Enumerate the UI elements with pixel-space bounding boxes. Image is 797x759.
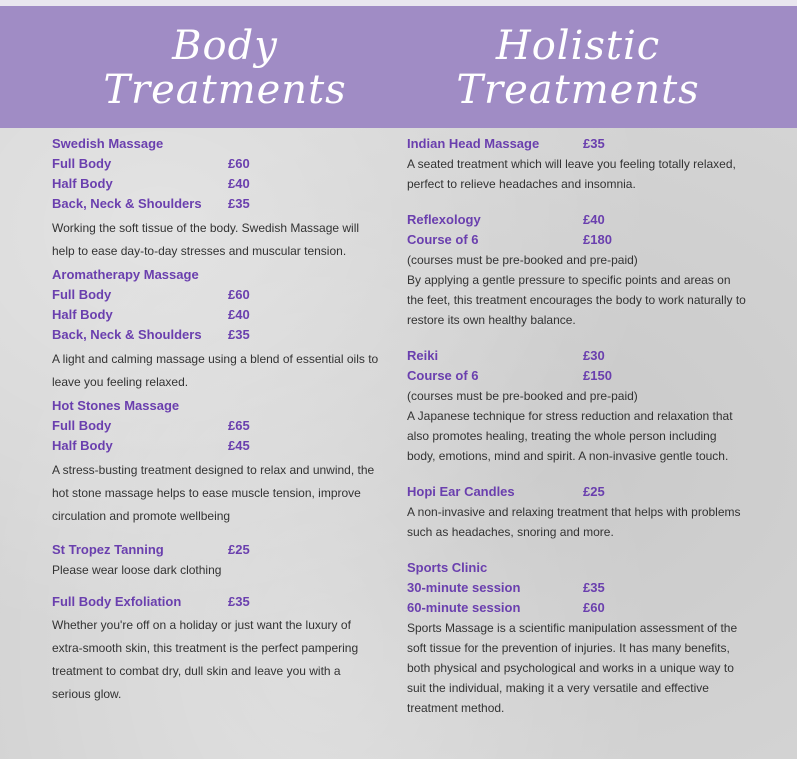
holistic-title-line2: Treatments — [456, 67, 700, 113]
item-label: Hopi Ear Candles — [407, 484, 515, 499]
item-label: 30-minute session — [407, 580, 521, 595]
section-note: (courses must be pre-booked and pre-paid) — [407, 389, 638, 403]
sports-clinic-section — [407, 558, 747, 718]
item-label: Indian Head Massage — [407, 136, 540, 151]
body-treatments-title — [95, 24, 355, 112]
item-label: Reiki — [407, 348, 439, 363]
price-row — [407, 134, 747, 154]
section-description: A light and calming massage using a blend of essential oils to leave you feeling relaxed. — [52, 352, 379, 389]
item-price: £60 — [228, 287, 250, 302]
aromatherapy-massage-section — [52, 265, 382, 394]
item-label: Reflexology — [407, 212, 481, 227]
body-title-line2: Treatments — [103, 67, 347, 113]
price-row — [407, 598, 747, 618]
section-description: Sports Massage is a scientific manipulation assessment of the soft tissue for the prevention of injuries. It has many benefits, both physical and psychological and works in a unique way to suit the individual, making it a very versatile and effective treatment method. — [407, 621, 738, 715]
price-row — [52, 194, 382, 214]
item-label: Back, Neck & Shoulders — [52, 327, 202, 342]
price-row — [52, 592, 382, 612]
item-label: Half Body — [52, 307, 113, 322]
section-note: Please wear loose dark clothing — [52, 563, 222, 577]
section-description: A seated treatment which will leave you feeling totally relaxed, perfect to relieve headaches and insomnia. — [407, 157, 736, 191]
price-row — [407, 482, 747, 502]
item-price: £40 — [228, 307, 250, 322]
section-description: By applying a gentle pressure to specific points and areas on the feet, this treatment encourages the body to work naturally to restore its own healthy balance. — [407, 273, 746, 327]
section-description: A Japanese technique for stress reduction and relaxation that also promotes healing, treating the whole person including body, emotions, mind and spirit. A non-invasive gentle touch. — [407, 409, 733, 463]
section-note: (courses must be pre-booked and pre-paid) — [407, 253, 638, 267]
section-description: Working the soft tissue of the body. Swedish Massage will help to ease day-to-day stresses and muscular tension. — [52, 221, 360, 258]
item-price: £60 — [583, 600, 605, 615]
hopi-ear-candles-section — [407, 482, 747, 542]
item-price: £150 — [583, 368, 612, 383]
section-description: A stress-busting treatment designed to relax and unwind, the hot stone massage helps to ease muscle tension, improve circulation and promote wellbeing — [52, 463, 375, 523]
header-banner — [0, 6, 797, 128]
price-row — [52, 416, 382, 436]
holistic-treatments-column — [407, 134, 747, 718]
item-label: Half Body — [52, 176, 113, 191]
item-price: £180 — [583, 232, 612, 247]
section-description: Whether you're off on a holiday or just want the luxury of extra-smooth skin, this treatment is the perfect pampering treatment to combat dry, dull skin and leave you with a serious glow. — [52, 618, 359, 701]
item-label: Full Body — [52, 287, 112, 302]
item-label: Back, Neck & Shoulders — [52, 196, 202, 211]
item-label: Full Body — [52, 156, 112, 171]
price-row — [52, 540, 382, 560]
price-row — [407, 578, 747, 598]
price-row — [407, 346, 747, 366]
item-price: £35 — [228, 594, 250, 609]
section-description: A non-invasive and relaxing treatment that helps with problems such as headaches, snoring and more. — [407, 505, 741, 539]
item-price: £45 — [228, 438, 250, 453]
price-row — [52, 305, 382, 325]
price-row — [52, 154, 382, 174]
full-body-exfoliation-section — [52, 592, 382, 706]
section-title: Sports Clinic — [407, 560, 488, 575]
item-label: Course of 6 — [407, 368, 479, 383]
price-row — [407, 210, 747, 230]
hot-stones-massage-section — [52, 396, 382, 528]
price-row — [52, 436, 382, 456]
item-label: Course of 6 — [407, 232, 479, 247]
item-label: 60-minute session — [407, 600, 521, 615]
reiki-section — [407, 346, 747, 466]
item-price: £30 — [583, 348, 605, 363]
section-title: Hot Stones Massage — [52, 398, 180, 413]
price-row — [407, 230, 747, 250]
price-row — [52, 174, 382, 194]
item-price: £40 — [228, 176, 250, 191]
section-title: Swedish Massage — [52, 136, 164, 151]
swedish-massage-section — [52, 134, 382, 263]
price-row — [52, 325, 382, 345]
item-label: Full Body Exfoliation — [52, 594, 182, 609]
reflexology-section — [407, 210, 747, 330]
item-price: £40 — [583, 212, 605, 227]
item-label: St Tropez Tanning — [52, 542, 164, 557]
body-treatments-column — [52, 134, 382, 706]
item-price: £35 — [583, 136, 605, 151]
item-price: £35 — [228, 327, 250, 342]
item-price: £25 — [583, 484, 605, 499]
item-label: Half Body — [52, 438, 113, 453]
holistic-title-line1: Holistic — [495, 23, 661, 69]
item-price: £25 — [228, 542, 250, 557]
body-title-line1: Body — [172, 23, 278, 69]
item-label: Full Body — [52, 418, 112, 433]
holistic-treatments-title — [448, 24, 708, 112]
item-price: £60 — [228, 156, 250, 171]
item-price: £35 — [228, 196, 250, 211]
price-row — [407, 366, 747, 386]
st-tropez-tanning-section — [52, 540, 382, 580]
item-price: £65 — [228, 418, 250, 433]
item-price: £35 — [583, 580, 605, 595]
section-title: Aromatherapy Massage — [52, 267, 199, 282]
indian-head-massage-section — [407, 134, 747, 194]
price-row — [52, 285, 382, 305]
